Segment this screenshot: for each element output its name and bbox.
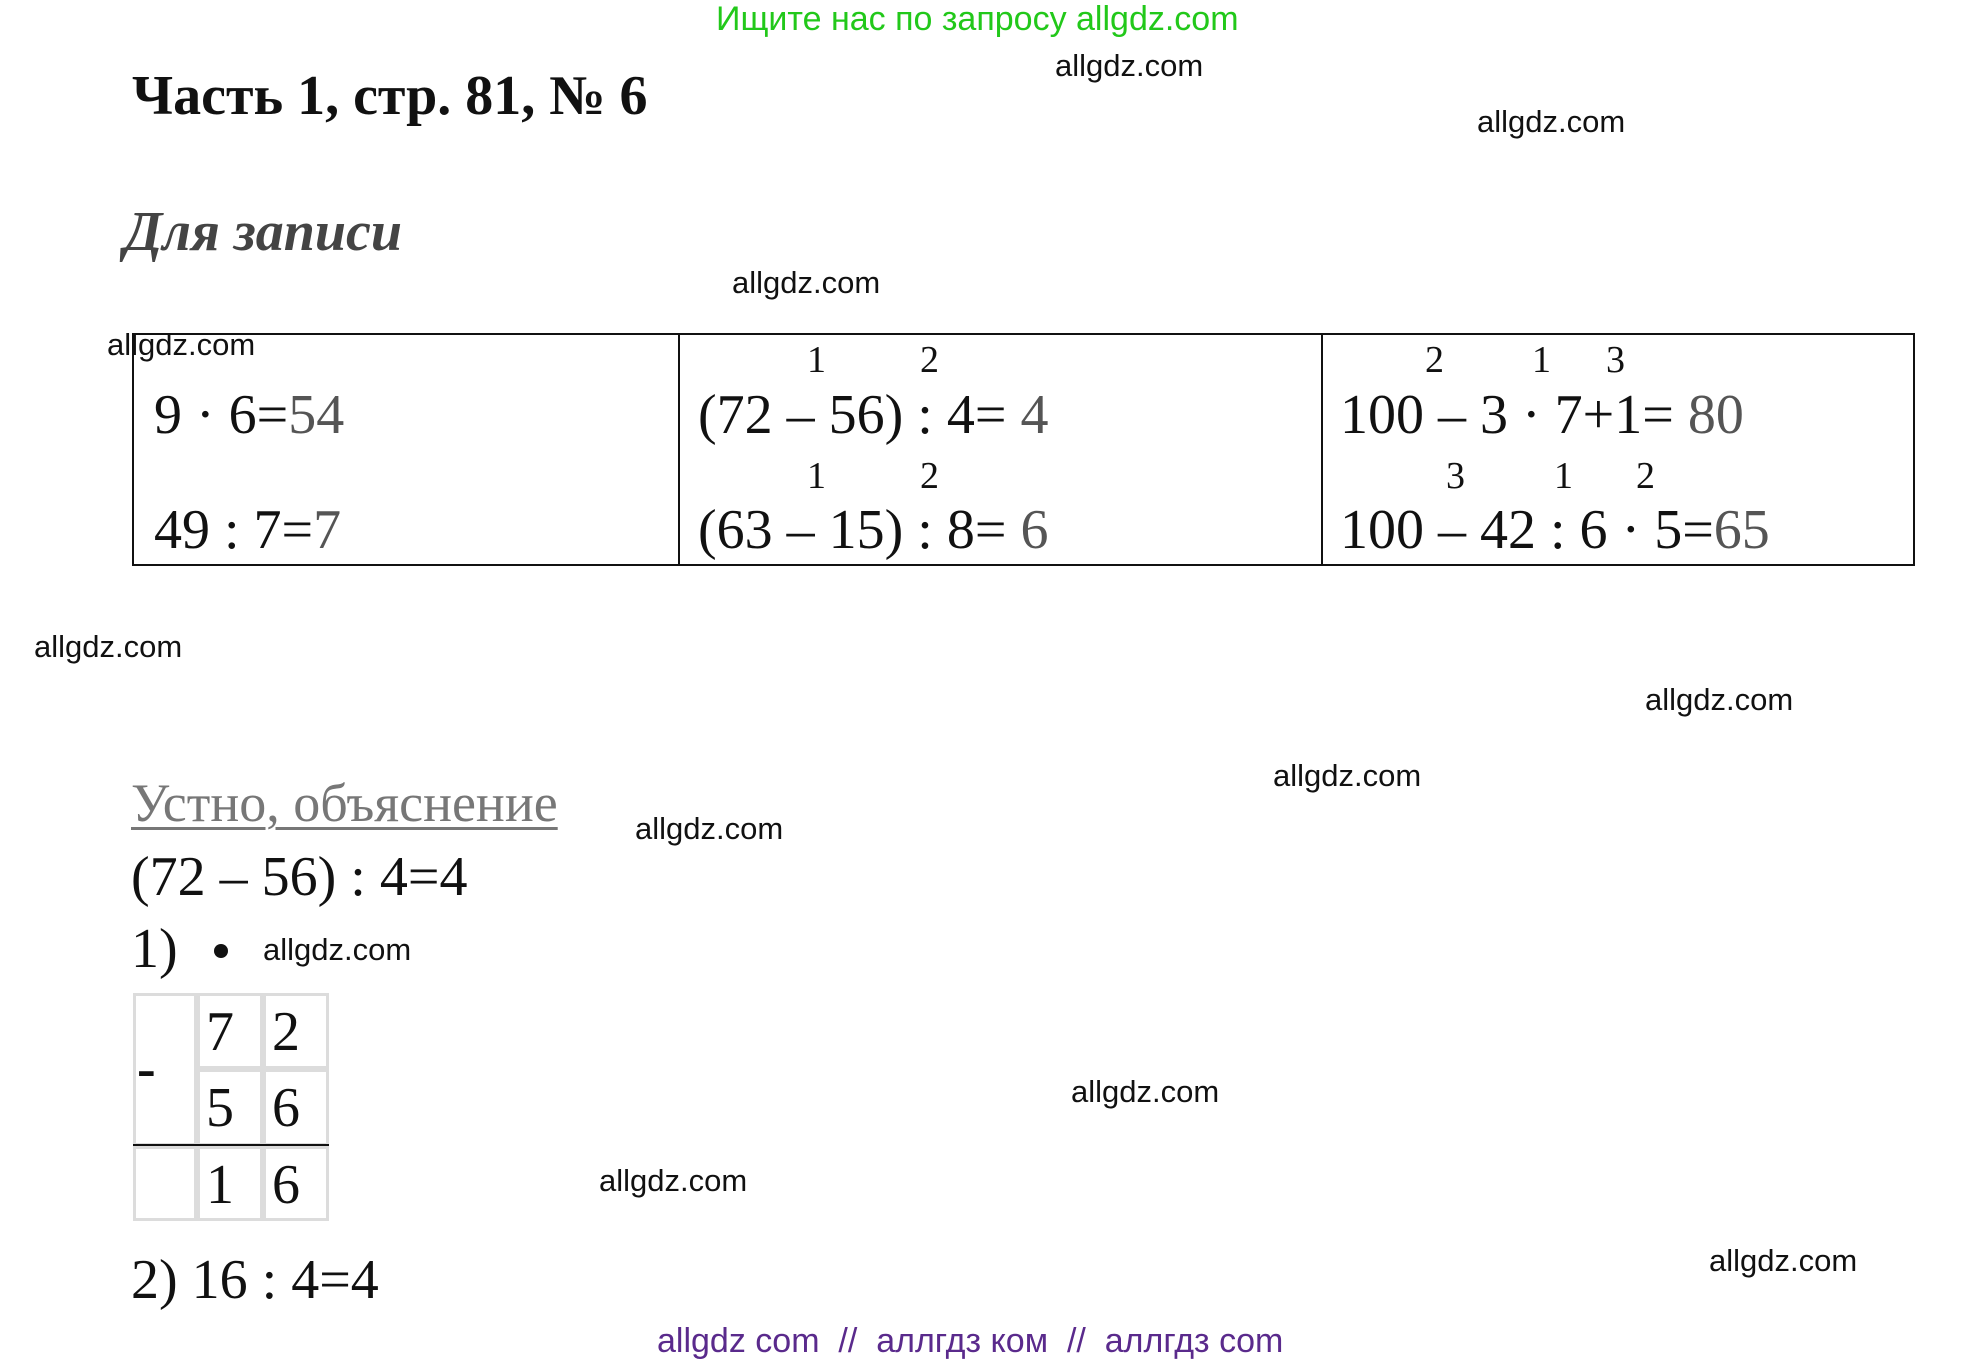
expression-answer: 6 <box>1020 499 1049 561</box>
result-digit: 1 <box>206 1154 234 1216</box>
order-number: 2 <box>1636 455 1655 497</box>
watermark: allgdz.com <box>263 932 412 967</box>
order-number: 1 <box>807 339 826 381</box>
digit-cell <box>263 993 329 1069</box>
watermark: allgdz.com <box>635 811 784 846</box>
digit-cell <box>197 1069 263 1146</box>
table-expression <box>154 498 341 562</box>
expression-text: (63 – 15) : 8= <box>698 499 1021 561</box>
table-expression <box>698 498 1048 562</box>
table-expression <box>154 383 344 447</box>
watermark: allgdz.com <box>1477 104 1626 139</box>
expression-answer: 4 <box>1020 384 1049 446</box>
column-subtraction <box>133 993 329 1221</box>
digit-cell <box>263 1146 329 1221</box>
expression-text: 100 – 3 · 7+1= <box>1340 384 1688 446</box>
digit-cell <box>197 1146 263 1221</box>
order-number: 1 <box>1554 455 1573 497</box>
table-expression <box>1340 383 1744 447</box>
order-number: 3 <box>1446 455 1465 497</box>
expression-answer: 80 <box>1687 384 1744 446</box>
empty-cell <box>133 1146 197 1221</box>
digit-cell <box>263 1069 329 1146</box>
watermark: allgdz.com <box>1709 1243 1858 1278</box>
footer-text: allgdz com // аллгдз ком // аллгдз com <box>657 1322 1284 1360</box>
table-divider <box>678 335 680 564</box>
order-number: 3 <box>1606 339 1625 381</box>
minuend-digit: 7 <box>206 1001 234 1063</box>
subtrahend-digit: 5 <box>206 1077 234 1139</box>
expression-text: 100 – 42 : 6 · 5= <box>1340 499 1714 561</box>
page-title: Часть 1, стр. 81, № 6 <box>132 65 648 127</box>
minuend-digit: 2 <box>272 1001 300 1063</box>
order-number: 2 <box>920 339 939 381</box>
table-expression <box>698 383 1048 447</box>
result-line <box>133 1144 329 1146</box>
watermark: allgdz.com <box>34 629 183 664</box>
step-1-label: 1) <box>131 918 178 980</box>
expression-answer: 65 <box>1713 499 1770 561</box>
order-number: 1 <box>1532 339 1551 381</box>
expression-answer: 7 <box>313 499 342 561</box>
bullet-icon <box>214 944 228 958</box>
promo-text: Ищите нас по запросу allgdz.com <box>716 0 1239 38</box>
watermark: allgdz.com <box>599 1163 748 1198</box>
step-2: 2) 16 : 4=4 <box>131 1249 379 1311</box>
result-digit: 6 <box>272 1154 300 1216</box>
watermark: allgdz.com <box>1055 48 1204 83</box>
watermark: allgdz.com <box>1071 1074 1220 1109</box>
section-heading-oral: Устно, объяснение <box>131 773 558 833</box>
digit-cell <box>197 993 263 1069</box>
watermark: allgdz.com <box>732 265 881 300</box>
section-heading-record: Для записи <box>124 201 402 263</box>
expression-answer: 54 <box>288 384 345 446</box>
subtrahend-digit: 6 <box>272 1077 300 1139</box>
watermark: allgdz.com <box>1645 682 1794 717</box>
order-number: 1 <box>807 455 826 497</box>
watermark: allgdz.com <box>1273 758 1422 793</box>
expression-text: (72 – 56) : 4= <box>698 384 1021 446</box>
order-number: 2 <box>920 455 939 497</box>
watermark: allgdz.com <box>107 327 256 362</box>
oral-expression: (72 – 56) : 4=4 <box>131 846 468 908</box>
order-number: 2 <box>1425 339 1444 381</box>
expression-text: 49 : 7= <box>154 499 314 561</box>
expression-text: 9 · 6= <box>154 384 289 446</box>
minus-sign: - <box>137 1038 156 1100</box>
table-expression <box>1340 498 1770 562</box>
table-divider <box>1321 335 1323 564</box>
